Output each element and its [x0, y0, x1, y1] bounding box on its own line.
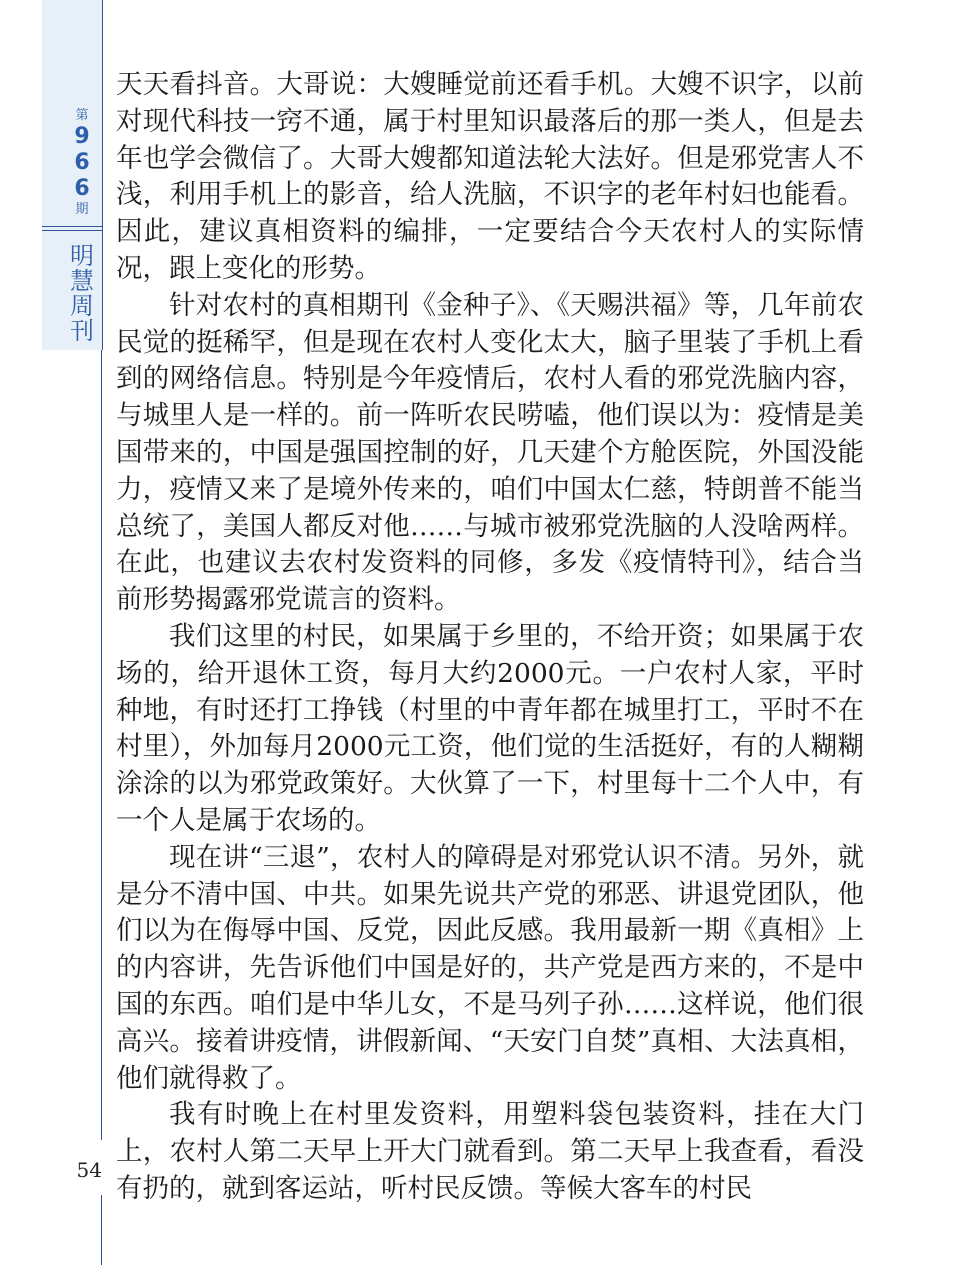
- issue-digit: 6: [74, 176, 90, 201]
- issue-suffix: 期: [75, 202, 89, 217]
- sidebar-divider: [42, 230, 102, 231]
- paragraph: 针对农村的真相期刊《金种子》、《天赐洪福》等，几年前农民觉的挺稀罕，但是现在农村人变化太大，脑子里装了手机上看到的网络信息。特别是今年疫情后，农村人看的邪党洗脑内容，与城里人是一样的。前一阵听农民唠嗑，他们误以为：疫情是美国带来的，中国是强国控制的好，几天建个方舱医院，外国没能力，疫情又来了是境外传来的，咱们中国太仁慈，特朗普不能当总统了，美国人都反对他……与城市被邪党洗脑的人没啥两样。在此，也建议去农村发资料的同修，多发《疫情特刊》，结合当前形势揭露邪党谎言的资料。: [116, 289, 864, 616]
- paragraph: 我们这里的村民，如果属于乡里的，不给开资；如果属于农场的，给开退休工资，每月大约2000元。一户农村人家，平时种地，有时还打工挣钱（村里的中青年都在城里打工，平时不在村里），外加每月2000元工资，他们觉的生活挺好，有的人糊糊涂涂的以为邪党政策好。大伙算了一下，村里每十二个人中，有一个人是属于农场的。: [116, 620, 864, 836]
- issue-digit: 9: [74, 124, 90, 149]
- magazine-title-char: 刊: [70, 317, 94, 345]
- magazine-title: [62, 244, 102, 344]
- issue-digit: 6: [74, 150, 90, 175]
- issue-number: [62, 108, 102, 218]
- margin-rule: [101, 1195, 102, 1265]
- sidebar-divider: [42, 226, 102, 227]
- paragraph: 现在讲“三退”，农村人的障碍是对邪党认识不清。另外，就是分不清中国、中共。如果先说共产党的邪恶、讲退党团队，他们以为在侮辱中国、反党，因此反感。我用最新一期《真相》上的内容讲，先告诉他们中国是好的，共产党是西方来的，不是中国的东西。咱们是中华儿女，不是马列子孙……这样说，他们很高兴。接着讲疫情，讲假新闻、“天安门自焚”真相、大法真相，他们就得救了。: [116, 841, 864, 1094]
- magazine-title-char: 慧: [70, 267, 94, 295]
- issue-prefix: 第: [75, 108, 89, 123]
- page-number: 54: [76, 1158, 102, 1182]
- magazine-title-char: 周: [70, 292, 94, 320]
- margin-rule: [101, 350, 102, 1140]
- paragraph: 天天看抖音。大哥说：大嫂睡觉前还看手机。大嫂不识字，以前对现代科技一窍不通，属于村里知识最落后的那一类人，但是去年也学会微信了。大哥大嫂都知道法轮大法好。但是邪党害人不浅，利用手机上的影音，给人洗脑，不识字的老年村妇也能看。因此，建议真相资料的编排，一定要结合今天农村人的实际情况，跟上变化的形势。: [116, 69, 864, 284]
- article-body: [116, 67, 864, 1208]
- magazine-title-char: 明: [70, 242, 94, 270]
- paragraph: 我有时晚上在村里发资料，用塑料袋包装资料，挂在大门上，农村人第二天早上开大门就看到。第二天早上我查看，看没有扔的，就到客运站，听村民反馈。等候大客车的村民: [116, 1099, 864, 1204]
